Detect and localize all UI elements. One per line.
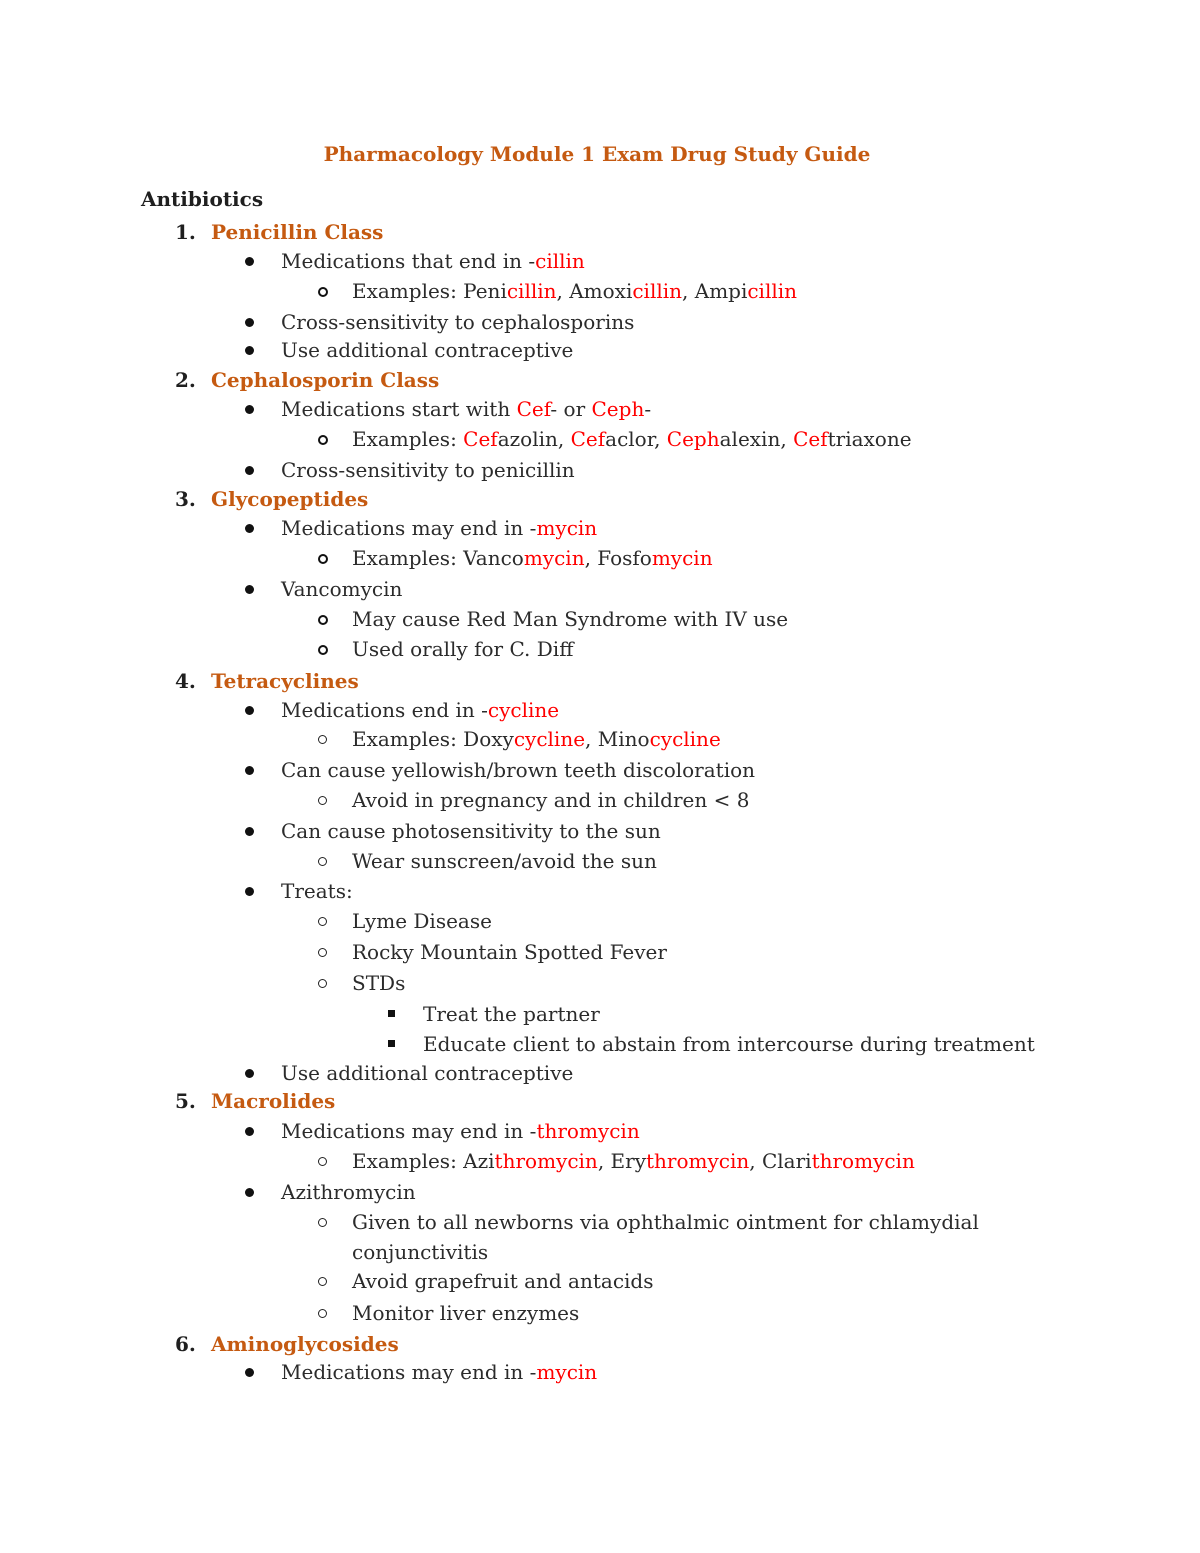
text-segment: Examples: Vanco bbox=[352, 546, 524, 570]
list-item bbox=[281, 757, 755, 783]
text-segment: , Clari bbox=[749, 1149, 812, 1173]
list-item bbox=[352, 939, 667, 965]
bullet-icon bbox=[245, 1069, 254, 1078]
text-segment: Cross-sensitivity to cephalosporins bbox=[281, 310, 635, 334]
list-number: 6. bbox=[175, 1332, 196, 1356]
text-segment: Aminoglycosides bbox=[211, 1332, 399, 1356]
bullet-icon bbox=[318, 796, 327, 805]
bullet-icon bbox=[245, 766, 254, 775]
highlight-text: mycin bbox=[523, 546, 585, 570]
highlight-text: cycline bbox=[487, 698, 560, 722]
list-number: 1. bbox=[175, 220, 196, 244]
text-segment: Penicillin Class bbox=[211, 220, 384, 244]
text-segment: , Ery bbox=[597, 1149, 646, 1173]
list-item bbox=[281, 248, 585, 274]
bullet-icon bbox=[245, 706, 254, 715]
list-item bbox=[352, 848, 657, 874]
bullet-icon bbox=[245, 1127, 254, 1136]
bullet-icon bbox=[245, 887, 254, 896]
bullet-icon bbox=[318, 1309, 327, 1318]
highlight-text: thromycin bbox=[536, 1119, 640, 1143]
text-segment: Given to all newborns via ophthalmic ointment for chlamydial bbox=[352, 1210, 979, 1234]
bullet-icon bbox=[245, 466, 254, 475]
list-item bbox=[281, 337, 573, 363]
text-segment: Medications that end in - bbox=[281, 249, 536, 273]
list-heading bbox=[211, 219, 383, 245]
list-item bbox=[281, 309, 634, 335]
highlight-text: Cef bbox=[516, 397, 551, 421]
text-segment: Can cause yellowish/brown teeth discoloration bbox=[281, 758, 756, 782]
list-item bbox=[352, 726, 721, 752]
list-item bbox=[352, 1148, 915, 1174]
bullet-icon bbox=[388, 1040, 395, 1047]
text-segment: Tetracyclines bbox=[211, 669, 359, 693]
list-item bbox=[281, 1060, 573, 1086]
list-item bbox=[281, 1118, 640, 1144]
list-item bbox=[281, 697, 559, 723]
text-segment: Medications end in - bbox=[281, 698, 488, 722]
text-segment: aclor, bbox=[605, 427, 667, 451]
highlight-text: cillin bbox=[506, 279, 557, 303]
bullet-icon bbox=[245, 257, 254, 266]
list-item bbox=[352, 908, 492, 934]
bullet-icon bbox=[245, 1368, 254, 1377]
text-segment: Examples: Doxy bbox=[352, 727, 514, 751]
text-segment: Medications may end in - bbox=[281, 516, 537, 540]
bullet-icon bbox=[318, 1277, 327, 1286]
bullet-icon bbox=[318, 1157, 327, 1166]
list-item bbox=[281, 878, 353, 904]
text-segment: , Fosfo bbox=[584, 546, 652, 570]
text-segment: Glycopeptides bbox=[211, 487, 369, 511]
text-segment: Vancomycin bbox=[281, 577, 403, 601]
highlight-text: thromycin bbox=[494, 1149, 598, 1173]
highlight-text: cillin bbox=[747, 279, 798, 303]
bullet-icon bbox=[318, 735, 327, 744]
text-segment: Azithromycin bbox=[281, 1180, 416, 1204]
text-segment: alexin, bbox=[719, 427, 794, 451]
text-segment: Rocky Mountain Spotted Fever bbox=[352, 940, 667, 964]
text-segment: , Mino bbox=[585, 727, 650, 751]
text-segment: Medications may end in - bbox=[281, 1119, 537, 1143]
list-item bbox=[352, 545, 713, 571]
text-segment: , Ampi bbox=[682, 279, 748, 303]
text-segment: Monitor liver enzymes bbox=[352, 1301, 580, 1325]
list-item bbox=[352, 787, 749, 813]
text-segment: azolin, bbox=[497, 427, 571, 451]
list-heading bbox=[211, 1088, 335, 1114]
text-segment: Medications may end in - bbox=[281, 1360, 537, 1384]
bullet-icon bbox=[245, 524, 254, 533]
bullet-icon bbox=[245, 1188, 254, 1197]
highlight-text: cillin bbox=[535, 249, 585, 273]
bullet-icon bbox=[388, 1010, 395, 1017]
bullet-icon bbox=[245, 318, 254, 327]
text-segment: Avoid in pregnancy and in children < 8 bbox=[352, 788, 750, 812]
highlight-text: Cef bbox=[570, 427, 606, 451]
list-item bbox=[281, 1179, 416, 1205]
highlight-text: Ceph bbox=[591, 397, 645, 421]
text-segment: Treat the partner bbox=[423, 1002, 600, 1026]
list-heading bbox=[211, 1331, 399, 1357]
highlight-text: cycline bbox=[513, 727, 586, 751]
list-item bbox=[281, 515, 597, 541]
list-item bbox=[352, 636, 573, 662]
highlight-text: thromycin bbox=[811, 1149, 915, 1173]
list-item bbox=[281, 576, 402, 602]
bullet-icon bbox=[318, 287, 328, 297]
list-heading bbox=[211, 486, 368, 512]
list-number: 4. bbox=[175, 669, 196, 693]
text-segment: Use additional contraceptive bbox=[281, 1061, 574, 1085]
text-segment: STDs bbox=[352, 971, 406, 995]
text-segment: Cephalosporin Class bbox=[211, 368, 440, 392]
text-segment: , Amoxi bbox=[556, 279, 633, 303]
list-item bbox=[281, 1359, 597, 1385]
text-segment: Lyme Disease bbox=[352, 909, 492, 933]
text-segment: Avoid grapefruit and antacids bbox=[352, 1269, 654, 1293]
highlight-text: mycin bbox=[536, 516, 598, 540]
document-title: Pharmacology Module 1 Exam Drug Study Guide bbox=[323, 142, 871, 166]
highlight-text: Ceph bbox=[666, 427, 720, 451]
text-segment: Examples: Peni bbox=[352, 279, 507, 303]
bullet-icon bbox=[318, 917, 327, 926]
bullet-icon bbox=[245, 585, 254, 594]
text-segment: Wear sunscreen/avoid the sun bbox=[352, 849, 657, 873]
list-number: 3. bbox=[175, 487, 196, 511]
highlight-text: mycin bbox=[536, 1360, 598, 1384]
highlight-text: Cef bbox=[463, 427, 498, 451]
bullet-icon bbox=[318, 857, 327, 866]
list-item bbox=[281, 818, 661, 844]
list-item bbox=[352, 606, 788, 632]
text-segment: Treats: bbox=[281, 879, 353, 903]
highlight-text: mycin bbox=[651, 546, 713, 570]
list-item bbox=[352, 1239, 488, 1265]
text-segment: Medications start with bbox=[281, 397, 517, 421]
list-item bbox=[423, 1001, 600, 1027]
list-number: 5. bbox=[175, 1089, 196, 1113]
list-item bbox=[352, 1300, 579, 1326]
list-heading bbox=[211, 367, 439, 393]
bullet-icon bbox=[318, 435, 328, 445]
text-segment: Can cause photosensitivity to the sun bbox=[281, 819, 661, 843]
list-heading bbox=[211, 668, 359, 694]
highlight-text: thromycin bbox=[646, 1149, 750, 1173]
text-segment: Use additional contraceptive bbox=[281, 338, 574, 362]
text-segment: - bbox=[644, 397, 652, 421]
text-segment: conjunctivitis bbox=[352, 1240, 489, 1264]
highlight-text: cillin bbox=[632, 279, 683, 303]
list-item bbox=[423, 1031, 1035, 1057]
text-segment: Examples: bbox=[352, 427, 464, 451]
bullet-icon bbox=[245, 405, 254, 414]
text-segment: Macrolides bbox=[211, 1089, 336, 1113]
highlight-text: Cef bbox=[793, 427, 828, 451]
list-item bbox=[352, 1268, 653, 1294]
text-segment: Examples: Azi bbox=[352, 1149, 495, 1173]
bullet-icon bbox=[245, 346, 254, 355]
list-item bbox=[281, 396, 651, 422]
text-segment: Educate client to abstain from intercourse during treatment bbox=[423, 1032, 1035, 1056]
text-segment: Used orally for C. Diff bbox=[352, 637, 574, 661]
list-item bbox=[352, 1209, 979, 1235]
bullet-icon bbox=[318, 979, 327, 988]
text-segment: triaxone bbox=[827, 427, 912, 451]
text-segment: - or bbox=[550, 397, 592, 421]
list-item bbox=[352, 426, 912, 452]
bullet-icon bbox=[318, 615, 328, 625]
bullet-icon bbox=[318, 645, 328, 655]
bullet-icon bbox=[318, 948, 327, 957]
bullet-icon bbox=[318, 1218, 327, 1227]
list-item bbox=[352, 278, 797, 304]
bullet-icon bbox=[245, 827, 254, 836]
bullet-icon bbox=[318, 554, 328, 564]
section-heading: Antibiotics bbox=[141, 187, 264, 211]
list-number: 2. bbox=[175, 368, 196, 392]
list-item bbox=[352, 970, 405, 996]
highlight-text: cycline bbox=[649, 727, 721, 751]
text-segment: Cross-sensitivity to penicillin bbox=[281, 458, 575, 482]
text-segment: May cause Red Man Syndrome with IV use bbox=[352, 607, 789, 631]
list-item bbox=[281, 457, 575, 483]
